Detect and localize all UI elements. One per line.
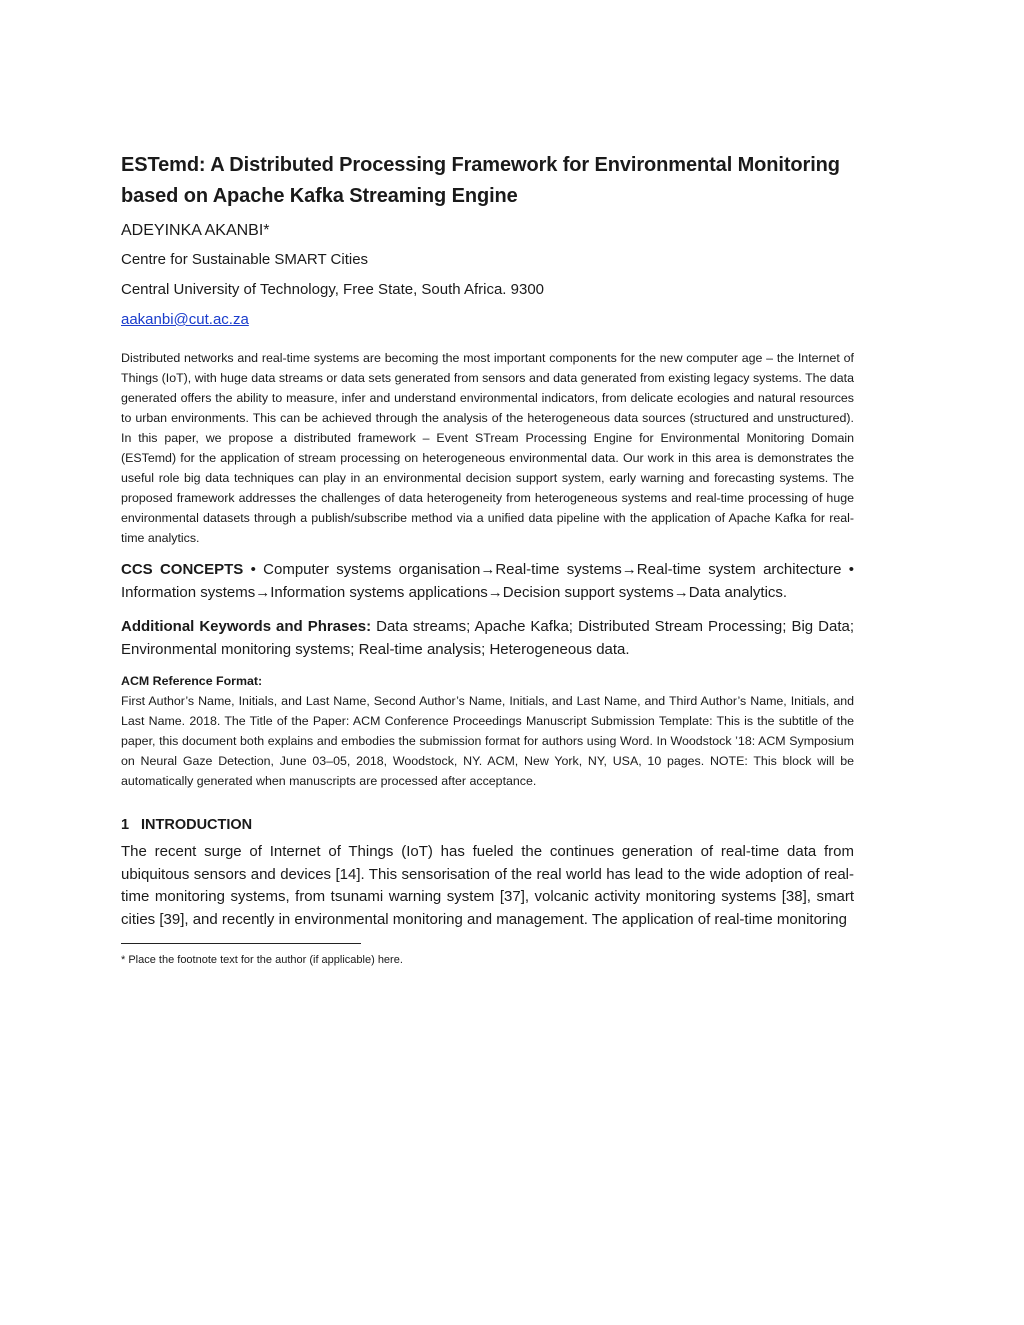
- keywords: [121, 615, 854, 661]
- acm-reference-heading: ACM Reference Format:: [121, 674, 263, 688]
- acm-reference-text: First Author’s Name, Initials, and Last Name, Second Author’s Name, Initials, and Last Name, and Third Author’s Name, Initials, and Last Name. 2018. The Title of the Paper: ACM Conference Proceedings Manuscript Submission Template: This is the subtitle of the paper, this document both explains and embodies the submission format for authors using Word. In Woodstock ’18: ACM Symposium on Neural Gaze Detection, June 03–05, 2018, Woodstock, NY. ACM, New York, NY, USA, 10 pages. NOTE: This block will be automatically generated when manuscripts are processed after acceptance.: [121, 694, 854, 788]
- ccs-label: CCS CONCEPTS: [121, 561, 244, 578]
- affiliation-centre: Centre for Sustainable SMART Cities: [121, 251, 369, 268]
- paper-title: ESTemd: A Distributed Processing Framework for Environmental Monitoring based on Apache Kafka Streaming Engine: [121, 154, 840, 207]
- abstract: Distributed networks and real-time systems are becoming the most important components for the new computer age – the Internet of Things (IoT), with huge data streams or data sets generated from sensors and data generated from existing legacy systems. The data generated offers the ability to measure, infer and understand environmental indicators, from delicate ecologies and natural resources to urban environments. This can be achieved through the analysis of the heterogeneous data sources (structured and unstructured). In this paper, we propose a distributed framework – Event STream Processing Engine for Environmental Monitoring Domain (ESTemd) for the application of stream processing on heterogeneous environmental data. Our work in this area is demonstrates the useful role big data techniques can play in an environmental decision support system, early warning and forecasting systems. The proposed framework addresses the challenges of data heterogeneity from heterogeneous systems and real-time processing of huge environmental datasets through a publish/subscribe method via a unified data pipeline with the application of Apache Kafka for real-time analytics.: [121, 351, 854, 545]
- introduction-paragraph: The recent surge of Internet of Things (IoT) has fueled the continues generation of real-time data from ubiquitous sensors and devices [14]. This sensorisation of the real world has lead to the wide adoption of real-time monitoring systems, from tsunami warning system [37], volcanic activity monitoring systems [38], smart cities [39], and recently in environmental monitoring and management. The application of real-time monitoring: [121, 843, 854, 928]
- author-name: ADEYINKA AKANBI*: [121, 222, 270, 239]
- keywords-text: Data streams; Apache Kafka; Distributed Stream Processing; Big Data; Environmental monitoring systems; Real-time analysis; Heterogeneous data.: [121, 618, 854, 658]
- ccs-concepts: [121, 558, 854, 604]
- section-heading-introduction: [121, 815, 854, 835]
- ccs-text: • Computer systems organisation→Real-time systems→Real-time system architecture • Information systems→Information systems applications→Decision support systems→Data analytics.: [121, 561, 854, 601]
- section-title: INTRODUCTION: [141, 817, 253, 833]
- section-number: 1: [121, 817, 130, 833]
- affiliation-university: Central University of Technology, Free State, South Africa. 9300: [121, 281, 545, 298]
- paper-page: [121, 150, 854, 968]
- author-email-link[interactable]: aakanbi@cut.ac.za: [121, 311, 249, 328]
- footnote: * Place the footnote text for the author (if applicable) here.: [121, 954, 403, 966]
- keywords-label: Additional Keywords and Phrases:: [121, 618, 372, 635]
- footnote-divider: [121, 943, 361, 944]
